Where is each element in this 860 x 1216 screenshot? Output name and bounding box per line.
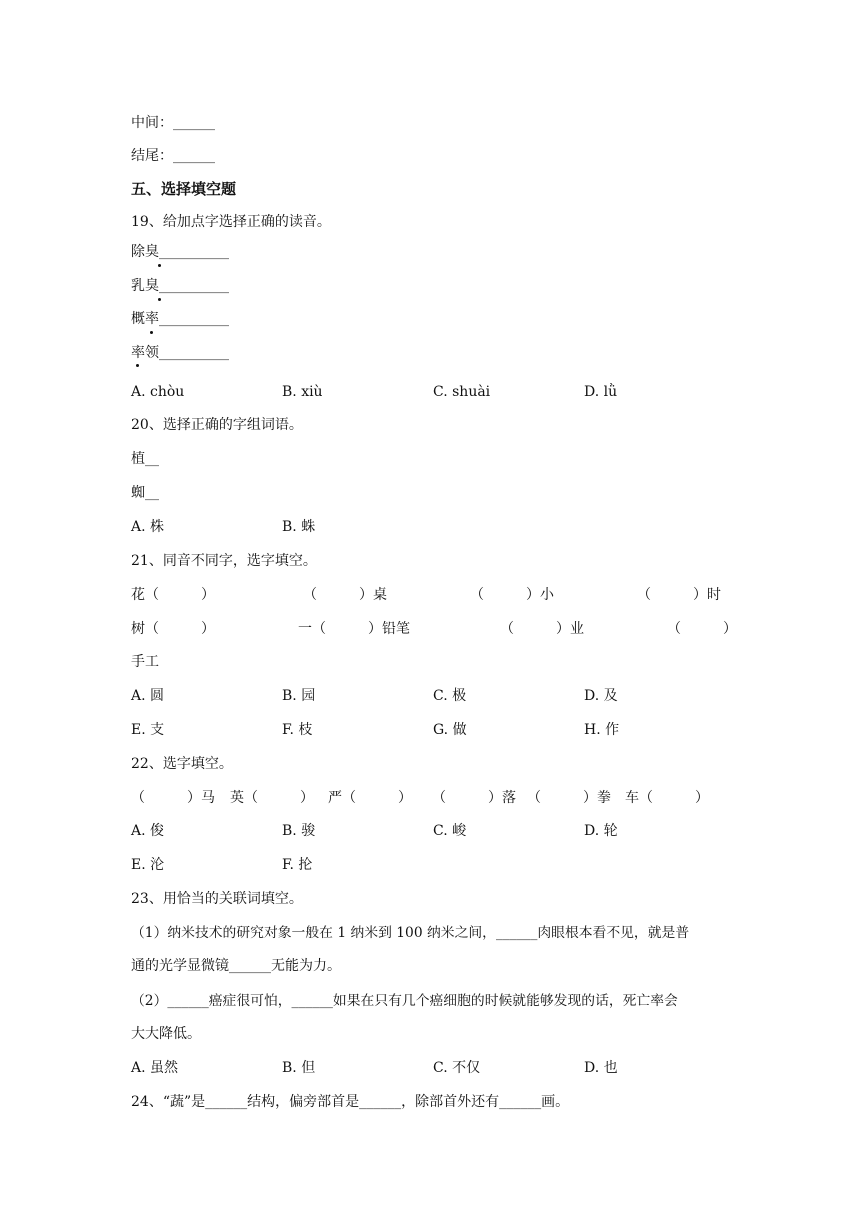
q19-item-1: 除臭__________ (131, 244, 229, 260)
q22-option-f: F. 抡 (282, 857, 313, 873)
q21-blank: 一（ ）铅笔 (298, 621, 410, 637)
q23-sentence-2: （2）______癌症很可怕，______如果在只有几个癌细胞的时候就能够发现的话，死亡率会 (131, 993, 678, 1009)
answer-line-ending: 结尾：______ (131, 148, 215, 164)
q23-option-d: D. 也 (584, 1060, 618, 1076)
q23-option-b: B. 但 (282, 1060, 316, 1076)
answer-line-middle: 中间：______ (131, 115, 215, 131)
q22-option-e: E. 沦 (131, 857, 165, 873)
q19-item-2: 乳臭__________ (131, 278, 229, 294)
q21-prompt: 21、同音不同字，选字填空。 (131, 553, 317, 569)
q23-option-a: A. 虽然 (131, 1060, 179, 1076)
q22-blank: 英（ ） (230, 790, 314, 806)
q23-sentence-2-cont: 大大降低。 (131, 1026, 201, 1042)
q21-blank: （ ） (667, 621, 737, 637)
q21-blank: （ ）小 (470, 587, 554, 603)
q20-prompt: 20、选择正确的字组词语。 (131, 417, 303, 433)
q21-blank: （ ）时 (637, 587, 721, 603)
q21-option-g: G. 做 (433, 722, 467, 738)
q22-option-a: A. 俊 (131, 823, 165, 839)
q21-blank: 花（ ） (131, 587, 215, 603)
q21-option-h: H. 作 (584, 722, 620, 738)
q22-option-c: C. 峻 (433, 823, 467, 839)
q20-option-a: A. 株 (131, 519, 165, 535)
q19-item-4: 率领__________ (131, 345, 229, 361)
q22-blank: （ ）马 (131, 790, 215, 806)
q21-blank: （ ）桌 (303, 587, 387, 603)
q21-option-a: A. 圆 (131, 688, 165, 704)
q23-option-c: C. 不仅 (433, 1060, 481, 1076)
q19-prompt: 19、给加点字选择正确的读音。 (131, 214, 331, 230)
q22-option-d: D. 轮 (584, 823, 618, 839)
q22-blank: （ ）落 (432, 790, 516, 806)
q21-wrap-text: 手工 (131, 654, 159, 670)
q24-prompt: 24、“蔬”是______结构，偏旁部首是______，除部首外还有______画。 (131, 1094, 570, 1110)
q20-item-1: 植__ (131, 451, 159, 467)
q19-option-a: A. chòu (131, 384, 185, 400)
q22-blank: （ ）拳 (527, 790, 611, 806)
section-title: 五、选择填空题 (131, 180, 237, 198)
q21-option-b: B. 园 (282, 688, 316, 704)
emphasis-dot (150, 331, 153, 334)
emphasis-dot (158, 298, 161, 301)
q23-prompt: 23、用恰当的关联词填空。 (131, 891, 303, 907)
q19-option-d: D. lǜ (584, 384, 618, 400)
q19-option-b: B. xiù (282, 384, 323, 400)
q20-item-2: 蜘__ (131, 485, 159, 501)
q22-blank: 严（ ） (328, 790, 412, 806)
q20-option-b: B. 蛛 (282, 519, 316, 535)
q19-item-3: 概率__________ (131, 311, 229, 327)
q23-sentence-1-cont: 通的光学显微镜______无能为力。 (131, 958, 341, 974)
q19-option-c: C. shuài (433, 384, 491, 400)
q23-sentence-1: （1）纳米技术的研究对象一般在 1 纳米到 100 纳米之间，______肉眼根本看不见，就是普 (131, 925, 690, 941)
q21-option-e: E. 支 (131, 722, 165, 738)
q22-option-b: B. 骏 (282, 823, 316, 839)
q22-prompt: 22、选字填空。 (131, 756, 233, 772)
q21-option-c: C. 极 (433, 688, 467, 704)
q22-blank: 车（ ） (625, 790, 709, 806)
q21-option-f: F. 枝 (282, 722, 313, 738)
emphasis-dot (158, 264, 161, 267)
q21-blank: （ ）业 (500, 621, 584, 637)
q21-option-d: D. 及 (584, 688, 618, 704)
q21-blank: 树（ ） (131, 621, 215, 637)
emphasis-dot (136, 364, 139, 367)
